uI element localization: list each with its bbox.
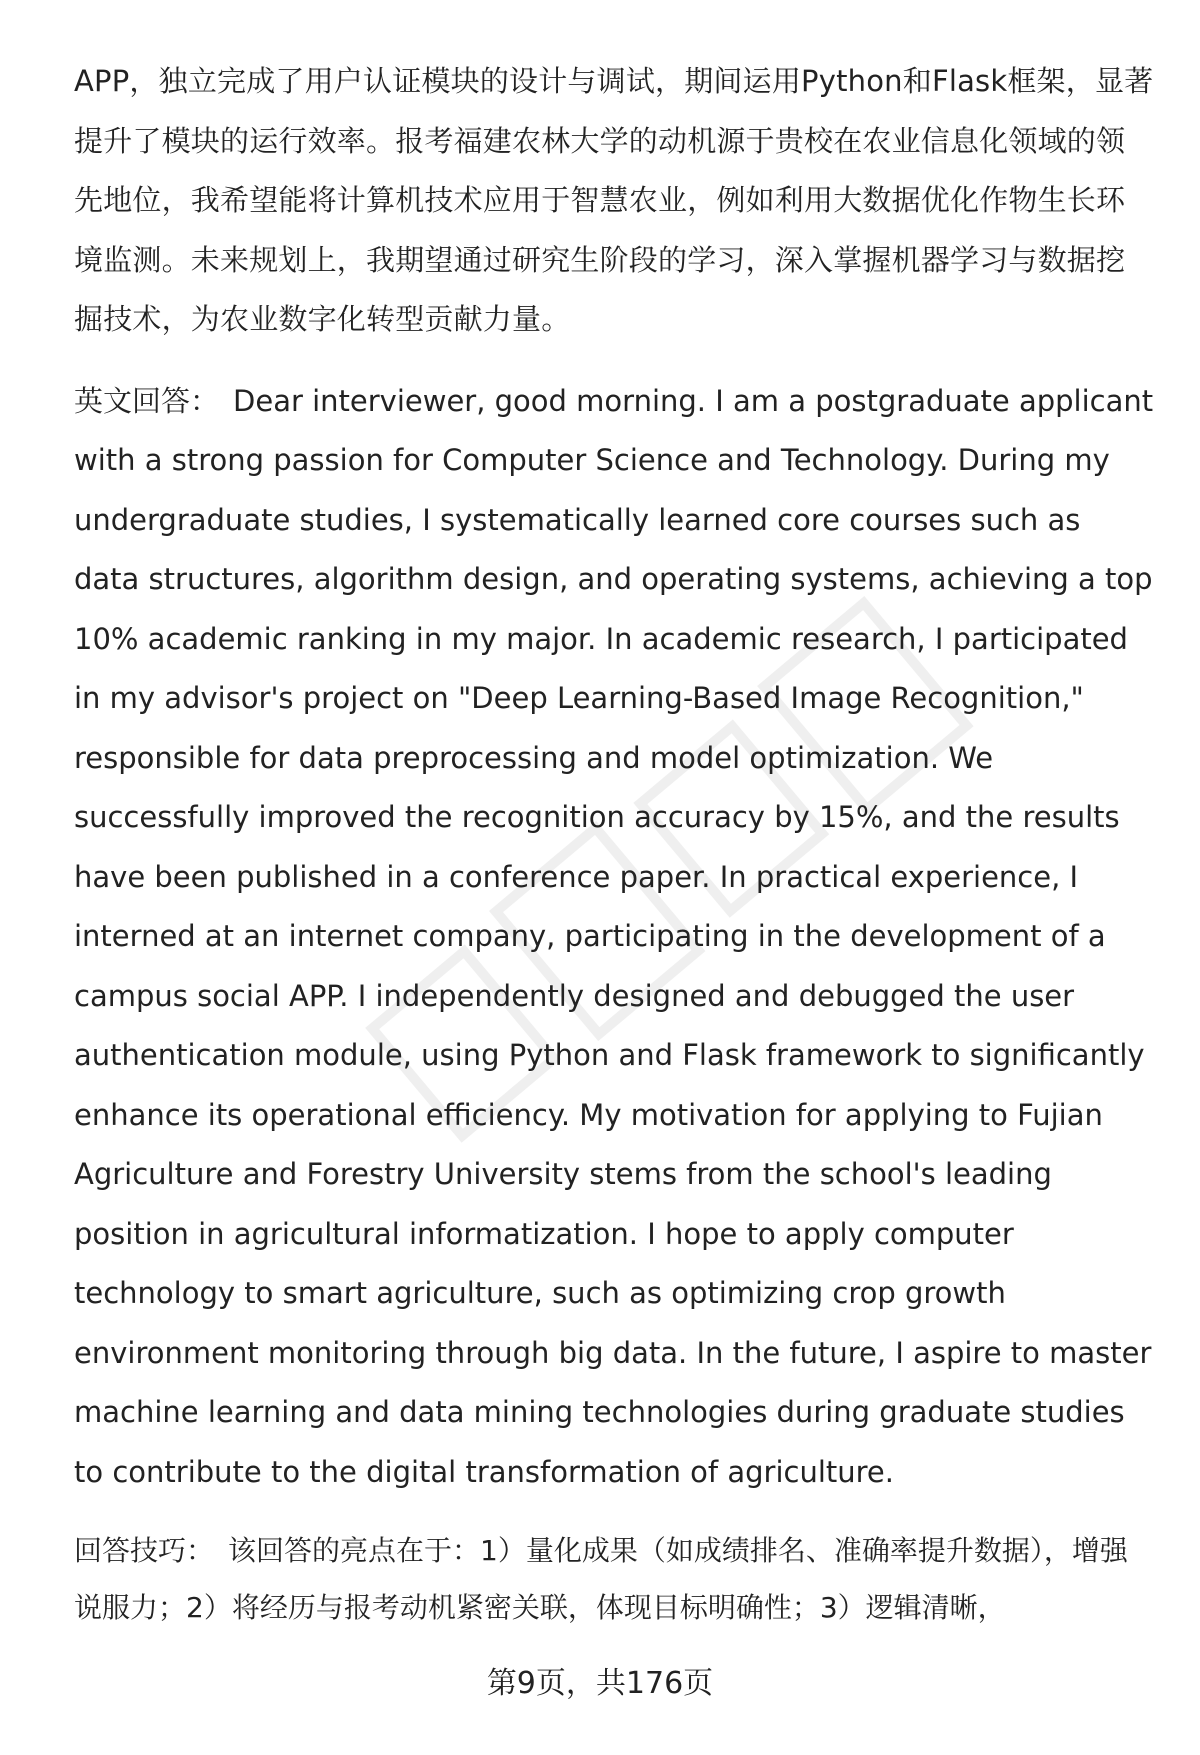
answer-tips-text: 该回答的亮点在于：1）量化成果（如成绩排名、准确率提升数据），增强说服力；2）将经历与报考动机紧密关联，体现目标明确性；3）逻辑清晰，	[74, 1534, 1128, 1624]
english-answer-text: Dear interviewer, good morning. I am a postgraduate applicant with a strong passion for Computer Science and Technology. During my undergraduate studies, I systematically learned core courses such as data structures, algorithm design, and operating systems, achieving a top 10% academic ranking in my major. In academic research, I participated in my advisor's project on "Deep Learning-Based Image Recognition," responsible for data preprocessing and model optimization. We successfully improved the recognition accuracy by 15%, and the results have been published in a conference paper. In practical experience, I interned at an internet company, participating in the development of a campus social APP. I independently designed and debugged the user authentication module, using Python and Flask framework to significantly enhance its operational efficiency. My motivation for applying to Fujian Agriculture and Forestry University stems from the school's leading position in agricultural informatization. I hope to apply computer technology to smart agriculture, such as optimizing crop growth environment monitoring through big data. In the future, I aspire to master machine learning and data mining technologies during graduate studies to contribute to the digital transformation of agriculture.	[74, 383, 1154, 1489]
page-indicator: 第9页，共176页	[486, 1666, 714, 1701]
answer-tips-label: 回答技巧：	[74, 1534, 215, 1567]
answer-tips	[74, 1522, 1154, 1636]
paragraph-cn: APP，独立完成了用户认证模块的设计与调试，期间运用Python和Flask框架，显著提升了模块的运行效率。报考福建农林大学的动机源于贵校在农业信息化领域的领先地位，我希望能将计算机技术应用于智慧农业，例如利用大数据优化作物生长环境监测。未来规划上，我期望通过研究生阶段的学习，深入掌握机器学习与数据挖掘技术，为农业数字化转型贡献力量。	[74, 64, 1154, 336]
english-answer	[74, 372, 1154, 1503]
english-answer-label: 英文回答：	[74, 383, 220, 418]
document-content	[74, 52, 1154, 1636]
